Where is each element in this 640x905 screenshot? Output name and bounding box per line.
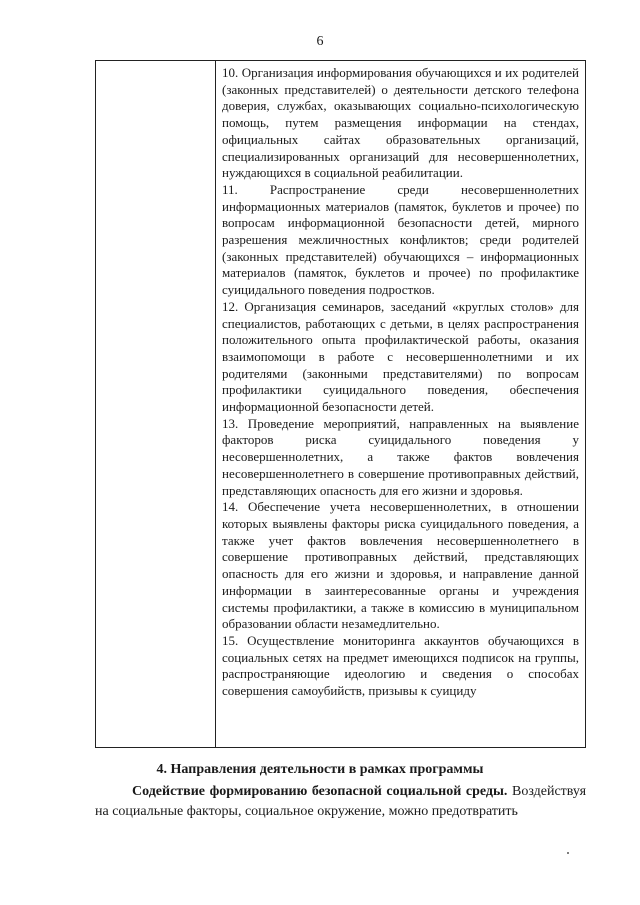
table-item-12: 12. Организация семинаров, заседаний «круглых столов» для специалистов, работающих с детьми, в целях распространения положительного опыта профилактической работы, оказания взаимопомощи в работе с несовершеннолетними и их родителями (законными представителями) по вопросам профилактики суицидального поведения, обеспечения информационной безопасности детей. bbox=[222, 298, 579, 415]
table-item-10: 10. Организация информирования обучающихся и их родителей (законных представителей) о деятельности детского телефона доверия, службах, оказывающих социально-психологическую помощь, путем размещения информации на стендах, официальных сайтах образовательных организаций, специализированных организаций для несовершеннолетних, нуждающихся в социальной реабилитации. bbox=[222, 65, 579, 181]
section-heading: 4. Направления деятельности в рамках программы bbox=[156, 762, 484, 777]
paragraph-text: Воздействуя на социальные факторы, социальное окружение, можно предотвратить bbox=[95, 784, 587, 819]
table-item-14: 14. Обеспечение учета несовершеннолетних, в отношении которых выявлены факторы риска суицидального поведения, а также учет фактов вовлечения несовершеннолетнего в совершение противоправных действий, представляющих опасность для его жизни и здоровья, и направление данной информации в заинтересованные органы и учреждения системы профилактики, а также в комиссию в муниципальном образовании области незамедлительно. bbox=[222, 499, 579, 632]
table-left-column bbox=[96, 61, 216, 747]
table-item-11: 11. Распространение среди несовершеннолетних информационных материалов (памяток, буклетов и прочее) по вопросам информационной безопасности детей, мирного разрешения межличностных конфликтов; среди родителей (законных представителей) обучающихся – информационных материалов (памяток, буклетов и прочее) по профилактике суицидального поведения подростков. bbox=[222, 181, 579, 298]
body-paragraph bbox=[95, 782, 586, 822]
table-right-column bbox=[216, 61, 585, 747]
scan-speck bbox=[567, 852, 569, 854]
table-item-13: 13. Проведение мероприятий, направленных на выявление факторов риска суицидального поведения у несовершеннолетних, а также фактов вовлечения несовершеннолетнего в совершение противоправных действий, представляющих опасность для его жизни и здоровья. bbox=[222, 415, 579, 498]
measures-table bbox=[95, 60, 586, 748]
paragraph-bold-lead: Содействие формированию безопасной социальной среды. bbox=[132, 784, 508, 799]
page-number: 6 bbox=[316, 34, 324, 49]
table-item-15: 15. Осуществление мониторинга аккаунтов обучающихся в социальных сетях на предмет имеющихся подписок на группы, распространяющие идеологию и сведения о способах совершения самоубийств, призывы к суициду bbox=[222, 632, 579, 699]
